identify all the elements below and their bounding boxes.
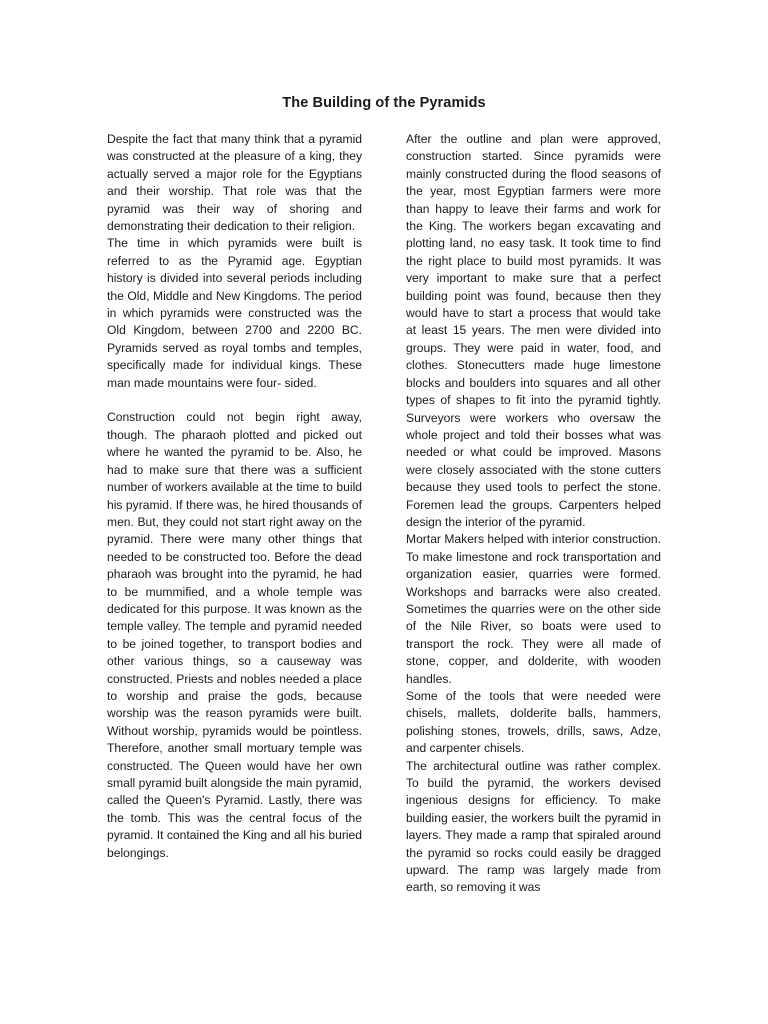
paragraph: Construction could not begin right away, though. The pharaoh plotted and picked out where he wanted the pyramid to be. Also, he had to make sure that there was a sufficient number of workers available at the time to build his pyramid. If there was, he hired thousands of men. But, they could not start right away on the pyramid. There were many other things that needed to be constructed too. Before the dead pharaoh was brought into the pyramid, he had to be mummified, and a whole temple was dedicated for this purpose. It was known as the temple valley. The temple and pyramid needed to be joined together, to transport bodies and other various things, so a causeway was constructed. Priests and nobles needed a place to worship and praise the gods, because worship was the reason pyramids were built. Without worship, pyramids would be pointless. Therefore, another small mortuary temple was constructed. The Queen would have her own small pyramid built alongside the main pyramid, called the Queen's Pyramid. Lastly, there was the tomb. This was the central focus of the pyramid. It contained the King and all his buried belongings. <box>107 410 362 860</box>
document-title: The Building of the Pyramids <box>282 95 486 111</box>
paragraph: Despite the fact that many think that a pyramid was constructed at the pleasure of a king, they actually served a major role for the Egyptians and their worship. That role was that the pyramid was their way of shoring and demonstrating their dedication to their religion. <box>107 132 362 234</box>
paragraph: After the outline and plan were approved, construction started. Since pyramids were mainly constructed during the flood seasons of the year, most Egyptian farmers were more than happy to leave their farms and work for the King. The workers began excavating and plotting land, no easy task. It took time to find the right place to build most pyramids. It was very important to make sure that a perfect building point was found, because then they would have to start a process that would take at least 15 years. The men were divided into groups. They were paid in water, food, and clothes. Stonecutters made huge limestone blocks and boulders into squares and all other types of shapes to fit into the pyramid tightly. Surveyors were workers who oversaw the whole project and told their bosses what was needed or what could be improved. Masons were closely associated with the stone cutters because they used tools to perfect the stone. Foremen lead the groups. Carpenters helped design the interior of the pyramid. <box>406 132 661 529</box>
left-column <box>107 131 362 862</box>
right-column <box>406 131 661 897</box>
paragraph: Mortar Makers helped with interior construction. To make limestone and rock transportation and organization easier, quarries were formed. Workshops and barracks were also created. Sometimes the quarries were on the other side of the Nile River, so boats were used to transport the rock. They were all made of stone, copper, and dolderite, with wooden handles. <box>406 532 661 686</box>
paragraph: The time in which pyramids were built is referred to as the Pyramid age. Egyptian history is divided into several periods including the Old, Middle and New Kingdoms. The period in which pyramids were constructed was the Old Kingdom, between 2700 and 2200 BC. Pyramids served as royal tombs and temples, specifically made for individual kings. These man made mountains were four- sided. <box>107 236 362 390</box>
paragraph: Some of the tools that were needed were chisels, mallets, dolderite balls, hammers, polishing stones, trowels, drills, saws, Adze, and carpenter chisels. <box>406 689 661 756</box>
paragraph: The architectural outline was rather complex. To build the pyramid, the workers devised ingenious designs for efficiency. To make building easier, the workers built the pyramid in layers. They made a ramp that spiraled around the pyramid so rocks could easily be dragged upward. The ramp was largely made from earth, so removing it was <box>406 758 661 895</box>
